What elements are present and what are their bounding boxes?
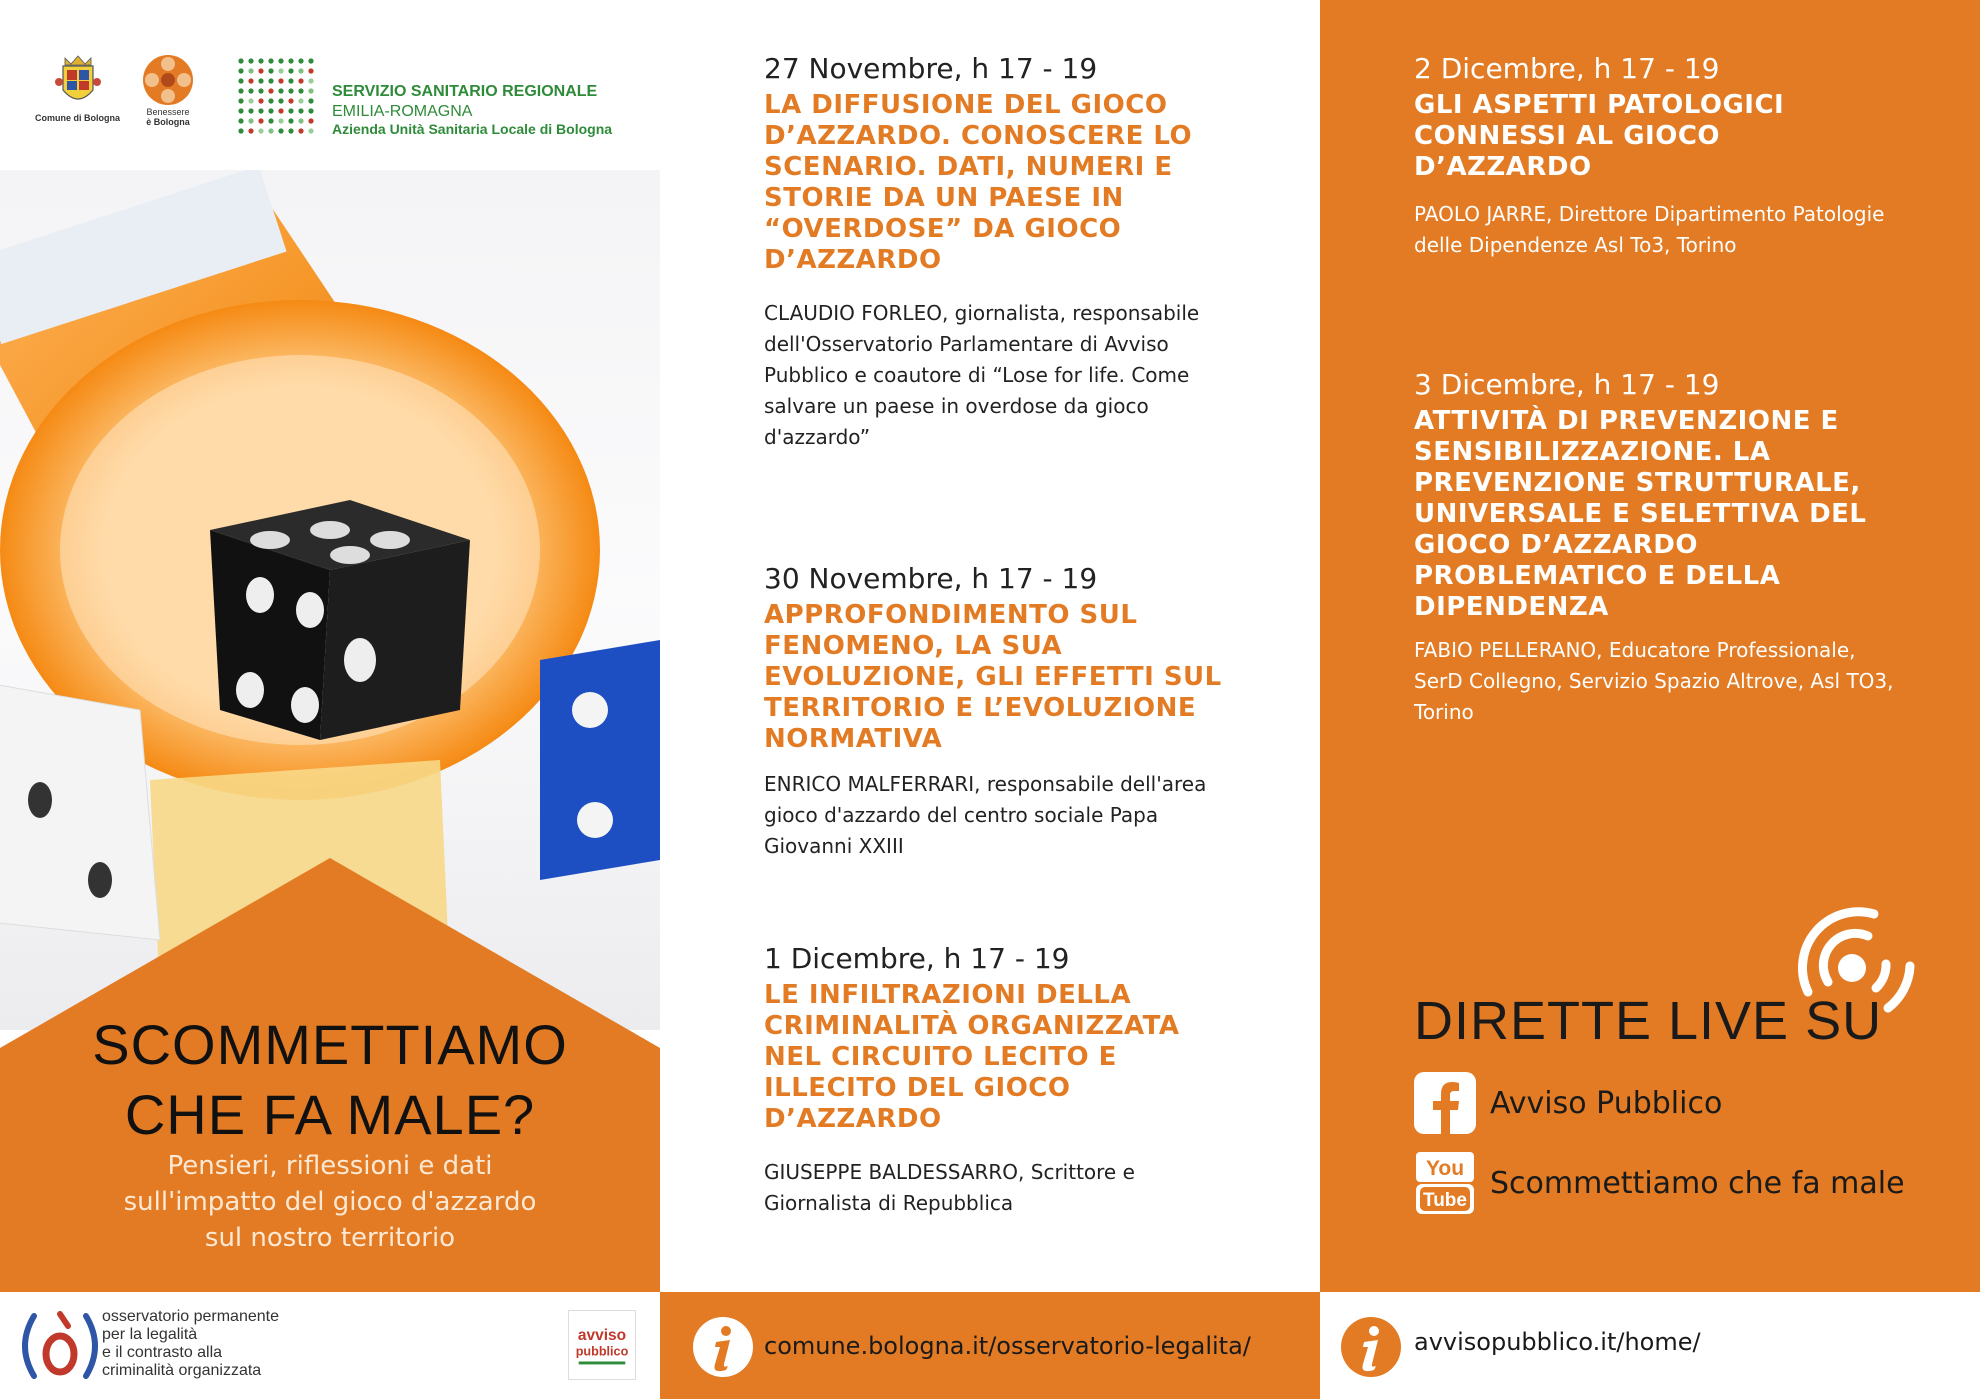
osservatorio-logo-icon [20, 1308, 100, 1384]
benessere-flower-icon [140, 52, 196, 108]
ssr-dot [278, 68, 283, 73]
event-title: ATTIVITÀ DI PREVENZIONE E SENSIBILIZZAZIONE. LA PREVENZIONE STRUTTURALE, UNIVERSALE E SELETTIVA DEL GIOCO D’AZZARDO PROBLEMATICO E DELLA DIPENDENZA [1414, 406, 1867, 622]
ssr-dot [308, 98, 313, 103]
event-speaker: ENRICO MALFERRARI, responsabile dell'area gioco d'azzardo del centro sociale Papa Giovanni XXIII [764, 772, 1207, 858]
ssr-dot [258, 68, 263, 73]
ssr-dot [298, 98, 303, 103]
youtube-link[interactable] [1414, 1150, 1905, 1216]
event-1-dicembre [764, 942, 1224, 1219]
ssr-dot [238, 118, 243, 123]
comune-caption: Comune di Bologna [35, 113, 120, 123]
ssr-dot [248, 68, 253, 73]
ssr-dot [278, 108, 283, 113]
oss-line2: per la legalità [102, 1326, 198, 1343]
event-date: 3 Dicembre, h 17 - 19 [1414, 368, 1720, 401]
oss-line3: e il contrasto alla [102, 1344, 223, 1361]
ssr-dot [288, 98, 293, 103]
event-27-novembre [764, 52, 1224, 453]
event-speaker: PAOLO JARRE, Direttore Dipartimento Patologie delle Dipendenze Asl To3, Torino [1414, 202, 1885, 257]
ssr-dot [238, 98, 243, 103]
hero-subtitle-line2: sull'impatto del gioco d'azzardo [123, 1187, 537, 1217]
ssr-dot [248, 118, 253, 123]
hero-subtitle-line1: Pensieri, riflessioni e dati [167, 1151, 493, 1181]
event-date: 27 Novembre, h 17 - 19 [764, 52, 1098, 85]
ssr-dot [268, 88, 273, 93]
event-speaker: GIUSEPPE BALDESSARRO, Scrittore e Giornalista di Repubblica [764, 1160, 1135, 1215]
ssr-dot [238, 128, 243, 133]
ssr-dot [248, 108, 253, 113]
ssr-dot [238, 68, 243, 73]
middle-panel [660, 0, 1320, 1292]
facebook-icon [1414, 1072, 1476, 1134]
ssr-dot [258, 118, 263, 123]
avviso-logo-text-1: avviso [577, 1327, 627, 1345]
avviso-url-link[interactable]: avvisopubblico.it/home/ [1414, 1328, 1701, 1356]
ssr-dot [308, 58, 313, 63]
footer-middle [660, 1292, 1320, 1399]
ssr-dot [298, 78, 303, 83]
ssr-line1: SERVIZIO SANITARIO REGIONALE [332, 83, 598, 100]
ssr-dot [248, 128, 253, 133]
ssr-dot [258, 128, 263, 133]
ssr-dot [278, 118, 283, 123]
ssr-dot [298, 88, 303, 93]
event-title: LE INFILTRAZIONI DELLA CRIMINALITÀ ORGANIZZATA NEL CIRCUITO LECITO E ILLECITO DEL GIOCO D’AZZARDO [764, 980, 1180, 1134]
avviso-pubblico-logo [568, 1310, 636, 1380]
ssr-dot [258, 108, 263, 113]
ssr-dot [248, 88, 253, 93]
ssr-line3: Azienda Unità Sanitaria Locale di Bologna [332, 121, 613, 138]
ssr-dot [298, 118, 303, 123]
ssr-dot [298, 128, 303, 133]
ssr-dot [258, 98, 263, 103]
event-30-novembre [764, 562, 1224, 862]
ssr-dot [288, 108, 293, 113]
event-speaker: FABIO PELLERANO, Educatore Professionale, SerD Collegno, Servizio Spazio Altrove, Asl TO3, Torino [1414, 638, 1894, 724]
ssr-dot [288, 58, 293, 63]
ssr-dot [268, 68, 273, 73]
ssr-dot [278, 88, 283, 93]
avviso-logo-text-2: pubblico [575, 1344, 629, 1359]
facebook-link[interactable] [1414, 1070, 1722, 1136]
ssr-dot [308, 78, 313, 83]
ssr-dot [288, 118, 293, 123]
youtube-you-text: You [1425, 1157, 1465, 1180]
ssr-dot [308, 128, 313, 133]
main-title [0, 1010, 660, 1150]
event-date: 1 Dicembre, h 17 - 19 [764, 942, 1070, 975]
ssr-dot [268, 98, 273, 103]
header-logos [30, 52, 660, 152]
ssr-dot [268, 108, 273, 113]
youtube-tube-text: Tube [1423, 1190, 1467, 1211]
facebook-label: Avviso Pubblico [1490, 1085, 1723, 1121]
hero-subtitle-line3: sul nostro territorio [204, 1223, 456, 1253]
right-panel [1320, 0, 1980, 1292]
ssr-dot [268, 58, 273, 63]
live-label: DIRETTE LIVE SU [1414, 991, 1883, 1051]
left-panel [0, 0, 660, 1292]
ssr-dot [298, 58, 303, 63]
ssr-dot [308, 108, 313, 113]
ssr-dot [248, 78, 253, 83]
event-2-dicembre [1414, 52, 1894, 261]
comune-url-link[interactable]: comune.bologna.it/osservatorio-legalita/ [764, 1332, 1251, 1360]
coat-of-arms-icon [53, 52, 103, 114]
oss-line1: osservatorio permanente [102, 1308, 279, 1325]
osservatorio-text [102, 1308, 279, 1380]
ssr-dot [268, 128, 273, 133]
event-date: 30 Novembre, h 17 - 19 [764, 562, 1098, 595]
info-icon [692, 1316, 754, 1378]
youtube-icon [1414, 1152, 1476, 1214]
event-title: APPROFONDIMENTO SUL FENOMENO, LA SUA EVOLUZIONE, GLI EFFETTI SUL TERRITORIO E L’EVOLUZIONE NORMATIVA [764, 600, 1222, 754]
info-icon [1340, 1316, 1402, 1378]
ssr-dot [308, 68, 313, 73]
event-title: GLI ASPETTI PATOLOGICI CONNESSI AL GIOCO D’AZZARDO [1414, 90, 1785, 182]
ssr-dot [298, 108, 303, 113]
ssr-dot [258, 88, 263, 93]
event-speaker: CLAUDIO FORLEO, giornalista, responsabile dell'Osservatorio Parlamentare di Avviso Pubblico e coautore di “Lose for life. Come salvare un paese in overdose da gioco d'azzardo” [764, 301, 1200, 449]
ssr-dot [288, 68, 293, 73]
footer-left [0, 1292, 660, 1399]
ssr-dot [288, 128, 293, 133]
footer-right [1320, 1292, 1980, 1399]
main-title-line1: SCOMMETTIAMO [92, 1013, 568, 1076]
ssr-dot [278, 98, 283, 103]
ssr-dot [238, 78, 243, 83]
benessere-logo [138, 52, 198, 144]
event-date: 2 Dicembre, h 17 - 19 [1414, 52, 1720, 85]
ssr-dot [238, 108, 243, 113]
ssr-dot [288, 88, 293, 93]
youtube-label: Scommettiamo che fa male [1490, 1165, 1905, 1201]
benessere-caption-1: Benessere [146, 107, 190, 117]
ssr-dot [278, 78, 283, 83]
ssr-dot [298, 68, 303, 73]
ssr-dot [248, 98, 253, 103]
benessere-caption-2: è Bologna [146, 116, 190, 127]
ssr-dot [278, 128, 283, 133]
ssr-line2: EMILIA-ROMAGNA [332, 102, 473, 120]
ssr-dot [238, 88, 243, 93]
event-title: LA DIFFUSIONE DEL GIOCO D’AZZARDO. CONOSCERE LO SCENARIO. DATI, NUMERI E STORIE DA UN PAESE IN “OVERDOSE” DA GIOCO D’AZZARDO [764, 90, 1193, 275]
ssr-dot [308, 88, 313, 93]
oss-line4: criminalità organizzata [102, 1362, 262, 1379]
hero-subtitle [40, 1148, 620, 1256]
ssr-dot [248, 58, 253, 63]
event-3-dicembre [1414, 368, 1894, 728]
ssr-dot [258, 58, 263, 63]
ssr-dot [308, 118, 313, 123]
ssr-dot [258, 78, 263, 83]
avviso-pubblico-logo-icon [569, 1311, 635, 1379]
ssr-dot [288, 78, 293, 83]
main-title-line2: CHE FA MALE? [124, 1083, 536, 1146]
ssr-dot [268, 78, 273, 83]
ssr-dot [268, 118, 273, 123]
ssr-dot-grid-icon [236, 56, 316, 136]
ssr-logo [236, 52, 656, 144]
ssr-dot [238, 58, 243, 63]
ssr-dot [278, 58, 283, 63]
comune-bologna-logo [30, 52, 125, 144]
